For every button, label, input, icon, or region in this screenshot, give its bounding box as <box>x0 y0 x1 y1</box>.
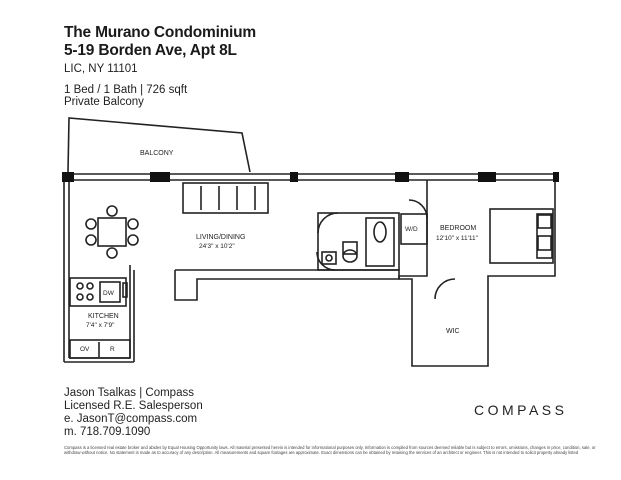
living-label: LIVING/DINING <box>196 234 246 241</box>
disclaimer: Compass is a licensed real estate broker and abides by Equal Housing Opportunity laws. All material presented herein is intended for informational purposes only. Information is compiled from sources deemed reliable but is subject to errors, omissions, changes in price, condition, sale, or withdraw without notice. No statement is made as to accuracy of any description. All measurements and square footages are approximate. Exact dimensions can be obtained by retaining the services of an architect or engineer. This is not intended to solicit property already listed <box>64 445 596 456</box>
agent-name: Jason Tsalkas | Compass <box>64 387 194 399</box>
balcony-outline <box>68 118 250 172</box>
agent-phone[interactable]: m. 718.709.1090 <box>64 426 151 438</box>
building-name: The Murano Condominium <box>64 24 256 41</box>
agent-title: Licensed R.E. Salesperson <box>64 400 203 412</box>
unit-address: 5-19 Borden Ave, Apt 8L <box>64 42 237 59</box>
balcony-label: BALCONY <box>140 150 174 157</box>
bedroom-dims: 12'10" x 11'11" <box>436 235 478 242</box>
unit-specs: 1 Bed / 1 Bath | 726 sqft <box>64 84 188 96</box>
living-dims: 24'3" x 10'2" <box>199 243 235 250</box>
refrigerator-label: R <box>110 346 115 353</box>
compass-logo: COMPASS <box>474 402 568 418</box>
unit-feature: Private Balcony <box>64 96 144 108</box>
oven-label: OV <box>80 346 90 353</box>
dishwasher-label: DW <box>103 290 114 297</box>
kitchen-label: KITCHEN <box>88 313 119 320</box>
kitchen-dims: 7'4" x 7'9" <box>86 322 115 329</box>
washer-dryer-label: W/D <box>405 226 418 233</box>
city-zip: LIC, NY 11101 <box>64 63 138 75</box>
bedroom-label: BEDROOM <box>440 225 477 232</box>
wic-label: WIC <box>446 328 460 335</box>
agent-email[interactable]: e. JasonT@compass.com <box>64 413 198 425</box>
